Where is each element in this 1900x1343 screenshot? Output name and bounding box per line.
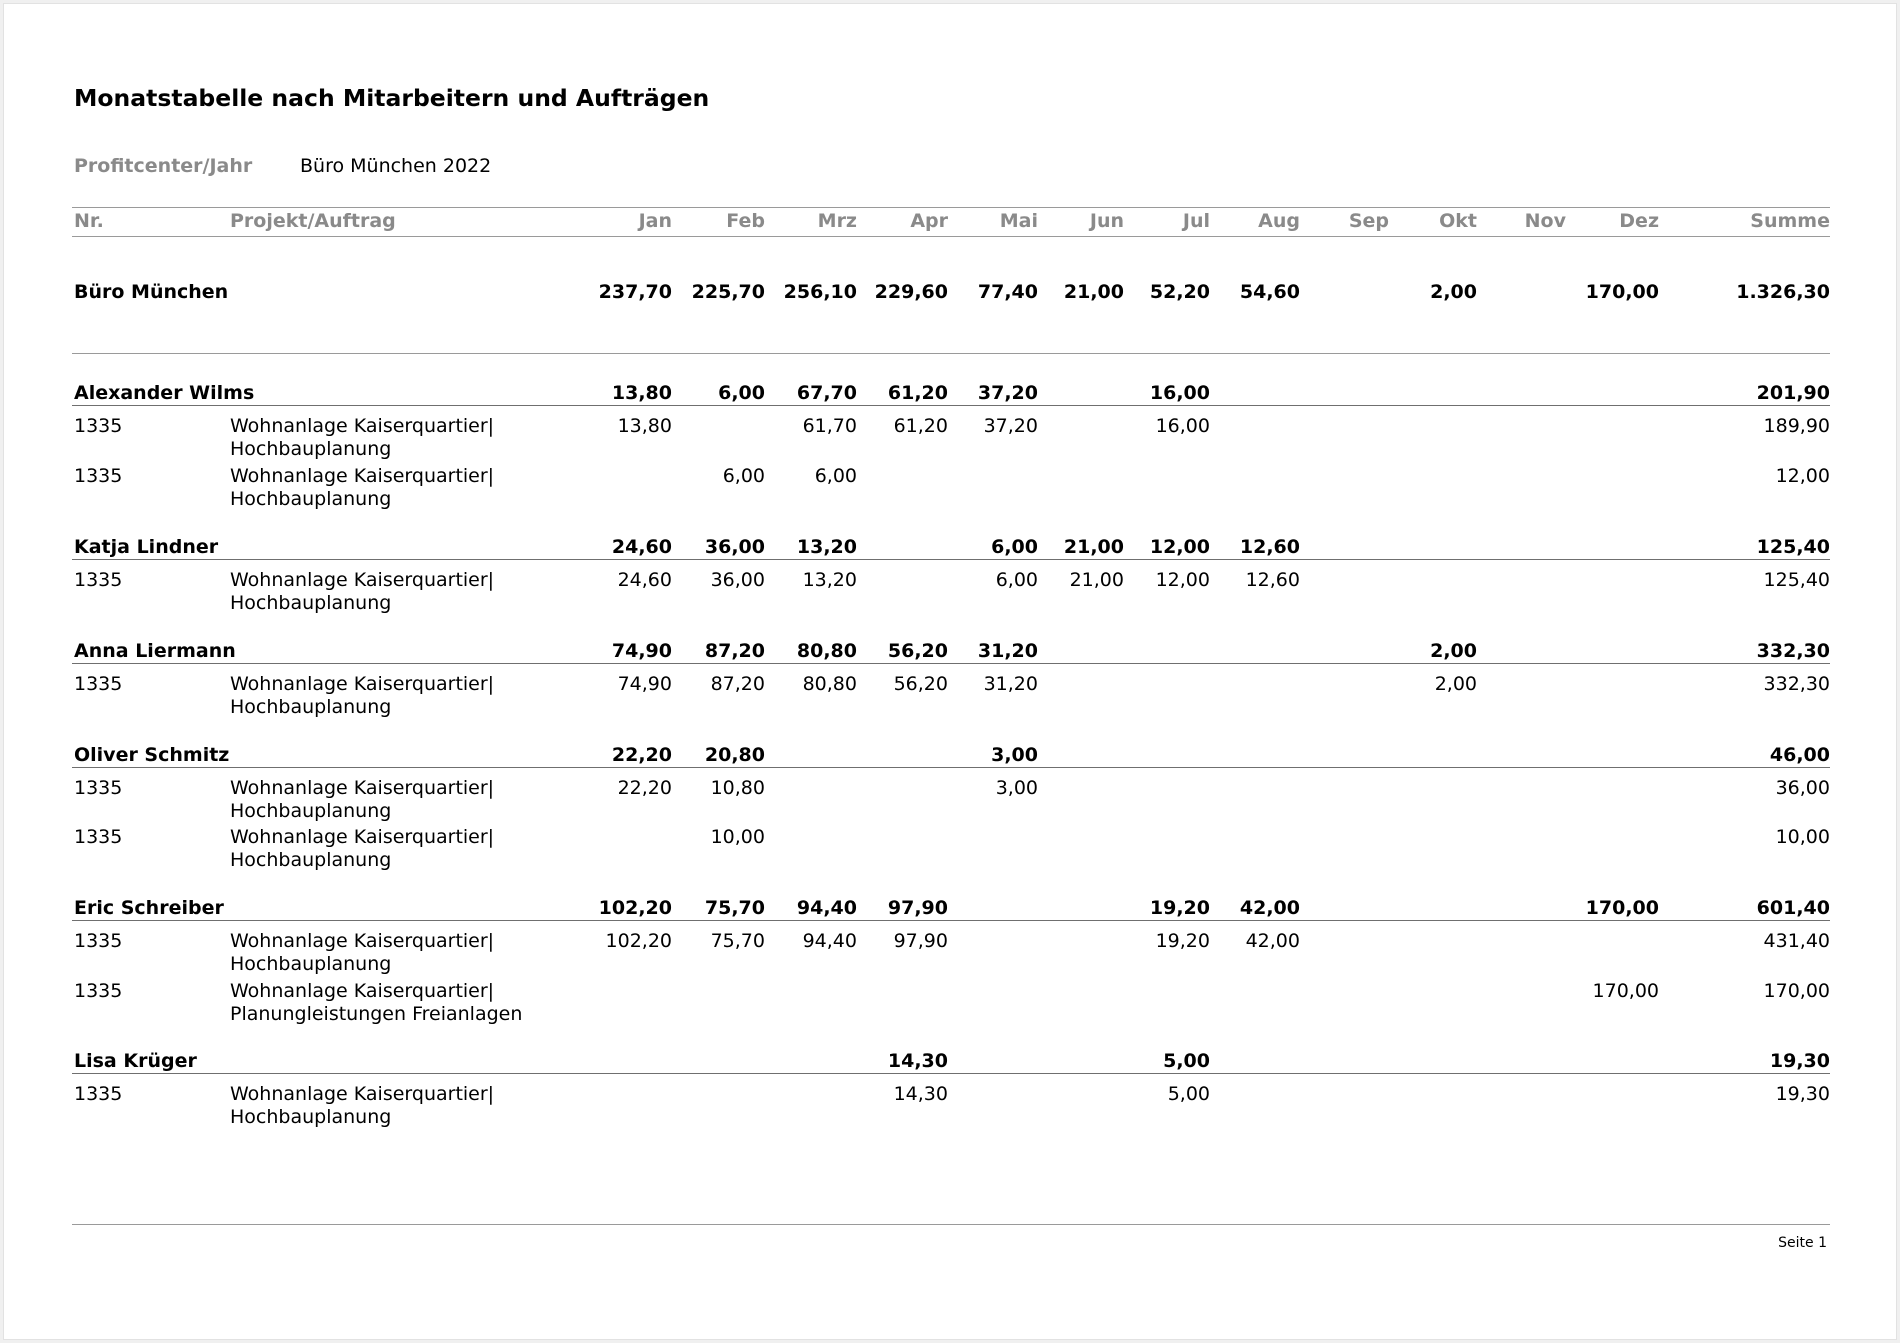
project-task: Hochbauplanung	[230, 1106, 392, 1128]
project-name: Wohnanlage Kaiserquartier|	[230, 465, 495, 487]
project-row	[4, 777, 1896, 829]
project-nr: 1335	[74, 415, 123, 437]
employee-month-cell: 31,20	[977, 640, 1038, 662]
project-sum: 170,00	[1763, 980, 1830, 1002]
project-month-cell: 97,90	[893, 930, 948, 952]
employee-name: Oliver Schmitz	[74, 744, 230, 766]
employee-name: Anna Liermann	[74, 640, 236, 662]
project-sum: 36,00	[1775, 777, 1830, 799]
project-month-cell: 13,80	[617, 415, 672, 437]
page-number: Seite 1	[1778, 1235, 1827, 1251]
employee-month-cell: 87,20	[704, 640, 765, 662]
project-name: Wohnanlage Kaiserquartier|	[230, 1083, 495, 1105]
employee-month-cell: 6,00	[718, 382, 765, 404]
project-month-cell: 24,60	[617, 569, 672, 591]
employee-month-cell: 61,20	[887, 382, 948, 404]
employee-month-cell: 97,90	[887, 897, 948, 919]
employee-month-cell: 12,00	[1149, 536, 1210, 558]
project-month-cell: 13,20	[802, 569, 857, 591]
employee-sum: 601,40	[1756, 897, 1830, 919]
project-month-cell: 14,30	[893, 1083, 948, 1105]
total-cell: 77,40	[977, 281, 1038, 303]
employee-month-cell: 13,20	[796, 536, 857, 558]
employee-sum: 332,30	[1756, 640, 1830, 662]
project-month-cell: 10,00	[710, 826, 765, 848]
employee-month-cell: 67,70	[796, 382, 857, 404]
employee-month-cell: 80,80	[796, 640, 857, 662]
employee-month-cell: 5,00	[1163, 1050, 1210, 1072]
employee-name: Lisa Krüger	[74, 1050, 197, 1072]
employee-rule	[72, 920, 1830, 921]
col-header-nov: Nov	[1524, 210, 1566, 232]
project-month-cell: 56,20	[893, 673, 948, 695]
project-month-cell: 42,00	[1245, 930, 1300, 952]
employee-month-cell: 16,00	[1149, 382, 1210, 404]
project-nr: 1335	[74, 777, 123, 799]
col-header-dez: Dez	[1619, 210, 1659, 232]
employee-month-cell: 20,80	[704, 744, 765, 766]
project-row	[4, 1083, 1896, 1135]
employee-month-cell: 21,00	[1063, 536, 1124, 558]
project-row	[4, 826, 1896, 878]
project-name: Wohnanlage Kaiserquartier|	[230, 673, 495, 695]
project-row	[4, 673, 1896, 725]
project-task: Hochbauplanung	[230, 800, 392, 822]
col-header-mrz: Mrz	[817, 210, 857, 232]
total-row	[4, 281, 1896, 333]
project-month-cell: 37,20	[983, 415, 1038, 437]
total-cell: 2,00	[1430, 281, 1477, 303]
employee-month-cell: 75,70	[704, 897, 765, 919]
profitcenter-label: Profitcenter/Jahr	[74, 155, 253, 177]
employee-month-cell: 22,20	[611, 744, 672, 766]
project-sum: 332,30	[1763, 673, 1830, 695]
employee-month-cell: 56,20	[887, 640, 948, 662]
project-nr: 1335	[74, 980, 123, 1002]
project-month-cell: 21,00	[1069, 569, 1124, 591]
footer-rule	[72, 1224, 1830, 1225]
total-cell: 170,00	[1585, 281, 1659, 303]
employee-month-cell: 19,20	[1149, 897, 1210, 919]
col-header-sep: Sep	[1348, 210, 1389, 232]
project-name: Wohnanlage Kaiserquartier|	[230, 415, 495, 437]
project-month-cell: 19,20	[1155, 930, 1210, 952]
total-cell: 21,00	[1063, 281, 1124, 303]
project-month-cell: 94,40	[802, 930, 857, 952]
total-cell: 54,60	[1239, 281, 1300, 303]
total-separator-rule	[72, 353, 1830, 354]
project-month-cell: 102,20	[605, 930, 672, 952]
employee-month-cell: 37,20	[977, 382, 1038, 404]
employee-name: Alexander Wilms	[74, 382, 255, 404]
project-month-cell: 12,60	[1245, 569, 1300, 591]
total-cell: 229,60	[874, 281, 948, 303]
employee-rule	[72, 663, 1830, 664]
project-sum: 10,00	[1775, 826, 1830, 848]
col-header-feb: Feb	[726, 210, 765, 232]
employee-month-cell: 3,00	[991, 744, 1038, 766]
project-sum: 125,40	[1763, 569, 1830, 591]
header-top-rule	[72, 207, 1830, 208]
project-name: Wohnanlage Kaiserquartier|	[230, 569, 495, 591]
project-sum: 19,30	[1775, 1083, 1830, 1105]
project-nr: 1335	[74, 673, 123, 695]
project-task: Hochbauplanung	[230, 592, 392, 614]
project-name: Wohnanlage Kaiserquartier|	[230, 826, 495, 848]
project-month-cell: 6,00	[814, 465, 857, 487]
total-cell: 237,70	[598, 281, 672, 303]
project-nr: 1335	[74, 826, 123, 848]
project-month-cell: 170,00	[1592, 980, 1659, 1002]
col-header-okt: Okt	[1439, 210, 1477, 232]
project-month-cell: 87,20	[710, 673, 765, 695]
project-task: Hochbauplanung	[230, 438, 392, 460]
project-row	[4, 930, 1896, 982]
employee-sum: 201,90	[1756, 382, 1830, 404]
total-cell: 256,10	[783, 281, 857, 303]
project-nr: 1335	[74, 465, 123, 487]
project-month-cell: 2,00	[1434, 673, 1477, 695]
employee-month-cell: 42,00	[1239, 897, 1300, 919]
employee-month-cell: 102,20	[598, 897, 672, 919]
project-task: Hochbauplanung	[230, 696, 392, 718]
project-month-cell: 61,70	[802, 415, 857, 437]
employee-rule	[72, 559, 1830, 560]
project-sum: 431,40	[1763, 930, 1830, 952]
project-month-cell: 16,00	[1155, 415, 1210, 437]
report-title: Monatstabelle nach Mitarbeitern und Aufträgen	[74, 84, 710, 112]
col-header-jun: Jun	[1089, 210, 1124, 232]
project-month-cell: 5,00	[1167, 1083, 1210, 1105]
employee-month-cell: 6,00	[991, 536, 1038, 558]
employee-month-cell: 12,60	[1239, 536, 1300, 558]
col-header-jul: Jul	[1182, 210, 1210, 232]
employee-month-cell: 24,60	[611, 536, 672, 558]
employee-month-cell: 36,00	[704, 536, 765, 558]
project-month-cell: 61,20	[893, 415, 948, 437]
project-task: Hochbauplanung	[230, 488, 392, 510]
header-bottom-rule	[72, 236, 1830, 237]
project-month-cell: 6,00	[995, 569, 1038, 591]
employee-month-cell: 14,30	[887, 1050, 948, 1072]
employee-sum: 19,30	[1769, 1050, 1830, 1072]
col-header-nr: Nr.	[74, 210, 104, 232]
employee-rule	[72, 767, 1830, 768]
project-month-cell: 12,00	[1155, 569, 1210, 591]
project-row	[4, 465, 1896, 517]
total-sum: 1.326,30	[1736, 281, 1830, 303]
project-month-cell: 75,70	[710, 930, 765, 952]
employee-month-cell: 94,40	[796, 897, 857, 919]
employee-month-cell: 2,00	[1430, 640, 1477, 662]
project-row	[4, 980, 1896, 1032]
col-header-jan: Jan	[638, 210, 672, 232]
project-task: Planungleistungen Freianlagen	[230, 1003, 523, 1025]
project-month-cell: 74,90	[617, 673, 672, 695]
profitcenter-value: Büro München 2022	[300, 155, 492, 177]
project-name: Wohnanlage Kaiserquartier|	[230, 777, 495, 799]
project-task: Hochbauplanung	[230, 953, 392, 975]
project-sum: 12,00	[1775, 465, 1830, 487]
project-month-cell: 6,00	[722, 465, 765, 487]
project-month-cell: 10,80	[710, 777, 765, 799]
employee-sum: 46,00	[1769, 744, 1830, 766]
project-nr: 1335	[74, 569, 123, 591]
employee-name: Katja Lindner	[74, 536, 219, 558]
employee-month-cell: 13,80	[611, 382, 672, 404]
project-task: Hochbauplanung	[230, 849, 392, 871]
project-name: Wohnanlage Kaiserquartier|	[230, 930, 495, 952]
col-header-mai: Mai	[999, 210, 1038, 232]
project-row	[4, 569, 1896, 621]
project-month-cell: 80,80	[802, 673, 857, 695]
col-header-aug: Aug	[1258, 210, 1300, 232]
project-month-cell: 31,20	[983, 673, 1038, 695]
total-cell: 52,20	[1149, 281, 1210, 303]
project-nr: 1335	[74, 1083, 123, 1105]
project-name: Wohnanlage Kaiserquartier|	[230, 980, 495, 1002]
employee-rule	[72, 405, 1830, 406]
project-month-cell: 36,00	[710, 569, 765, 591]
project-nr: 1335	[74, 930, 123, 952]
col-header-summe: Summe	[1750, 210, 1830, 232]
project-month-cell: 3,00	[995, 777, 1038, 799]
project-month-cell: 22,20	[617, 777, 672, 799]
total-label: Büro München	[74, 281, 229, 303]
employee-rule	[72, 1073, 1830, 1074]
employee-month-cell: 170,00	[1585, 897, 1659, 919]
total-cell: 225,70	[691, 281, 765, 303]
report-page	[3, 3, 1897, 1340]
employee-month-cell: 74,90	[611, 640, 672, 662]
project-row	[4, 415, 1896, 467]
col-header-project: Projekt/Auftrag	[230, 210, 396, 232]
employee-name: Eric Schreiber	[74, 897, 224, 919]
col-header-apr: Apr	[910, 210, 948, 232]
project-sum: 189,90	[1763, 415, 1830, 437]
employee-sum: 125,40	[1756, 536, 1830, 558]
